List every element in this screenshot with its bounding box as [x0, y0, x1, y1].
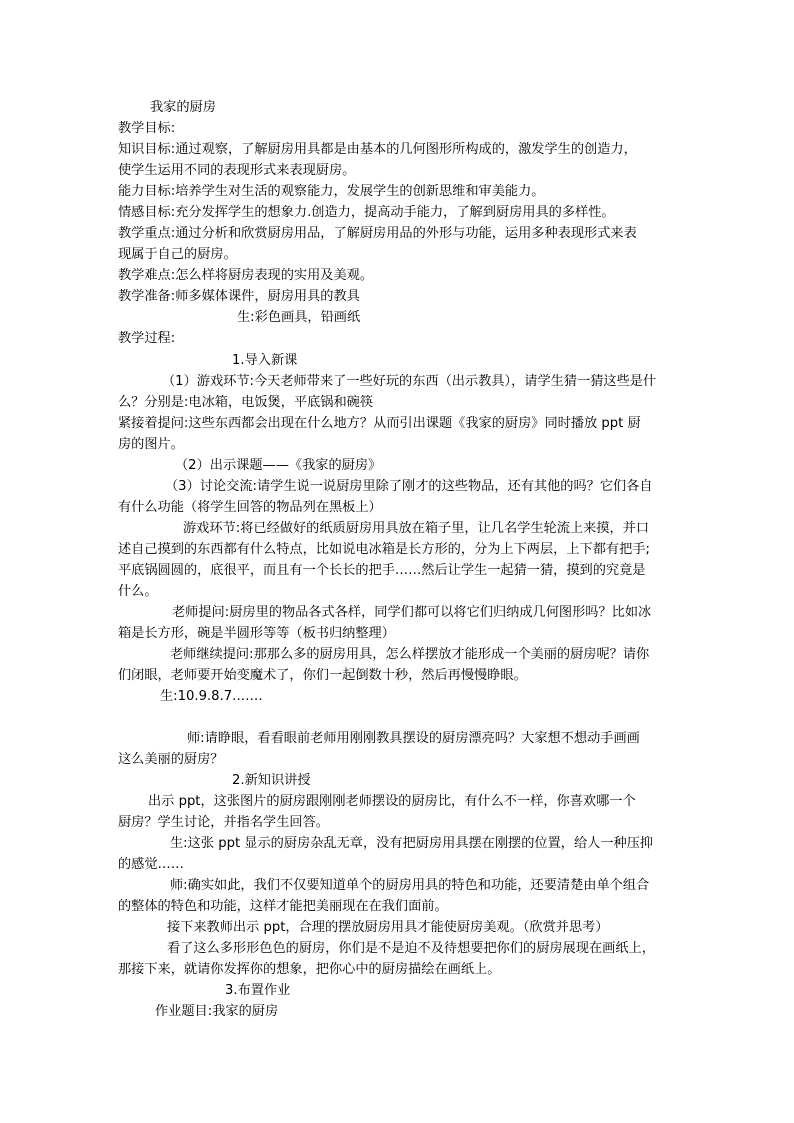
text-line: 能力目标:培养学生对生活的观察能力，发展学生的创新思维和审美能力。: [118, 184, 545, 199]
text-line: 情感目标:充分发挥学生的想象力.创造力，提高动手能力，了解到厨房用具的多样性。: [118, 205, 615, 220]
text-line: 的感觉……: [118, 857, 184, 872]
text-line: 平底锅圆圆的，底很平，而且有一个长长的把手……然后让学生一起猜一猜，摸到的究竟是: [118, 563, 646, 578]
text-line: 们闭眼，老师要开始变魔术了，你们一起倒数十秒，然后再慢慢睁眼。: [118, 668, 527, 683]
text-line: 老师提问:厨房里的物品各式各样，同学们都可以将它们归纳成几何图形吗？比如冰: [172, 605, 652, 620]
text-line: 这么美丽的厨房？: [118, 752, 224, 767]
text-line: 生:彩色画具，铅画纸: [237, 310, 361, 325]
text-line: 看了这么多形形色色的厨房，你们是不是迫不及待想要把你们的厨房展现在画纸上，: [167, 941, 655, 956]
text-line: 师:确实如此，我们不仅要知道单个的厨房用具的特色和功能，还要清楚由单个组合: [170, 878, 650, 893]
text-line: 的整体的特色和功能，这样才能把美丽现在在我们面前。: [118, 899, 448, 914]
text-line: 那接下来，就请你发挥你的想象，把你心中的厨房描绘在画纸上。: [118, 962, 501, 977]
section-heading: 1.导入新课: [232, 353, 298, 368]
text-line: 教学准备:师多媒体课件，厨房用具的教具: [118, 289, 360, 304]
text-line: 现属于自己的厨房。: [118, 247, 237, 262]
text-line: （3）讨论交流:请学生说一说厨房里除了刚才的这些物品，还有其他的吗？它们各自: [165, 479, 653, 494]
text-line: 有什么功能（将学生回答的物品列在黑板上）: [118, 500, 382, 515]
text-line: 使学生运用不同的表现形式来表现厨房。: [118, 163, 356, 178]
text-line: 什么。: [118, 584, 158, 599]
text-line: 房的图片。: [118, 437, 184, 452]
text-line: 厨房？学生讨论，并指名学生回答。: [118, 815, 329, 830]
text-line: 生:这张 ppt 显示的厨房杂乱无章，没有把厨房用具摆在刚摆的位置，给人一种压抑: [170, 836, 654, 851]
text-line: 么？分别是:电冰箱，电饭煲，平底锅和碗筷: [118, 395, 374, 410]
text-line: 生:10.9.8.7.……: [160, 689, 263, 704]
section-heading: 2.新知识讲授: [232, 773, 311, 788]
text-line: 教学重点:通过分析和欣赏厨房用品，了解厨房用品的外形与功能，运用多种表现形式来表: [118, 226, 637, 241]
text-line: 作业题目:我家的厨房: [155, 1004, 279, 1019]
text-line: （1）游戏环节:今天老师带来了一些好玩的东西（出示教具），请学生猜一猜这些是什: [162, 374, 657, 389]
text-line: 教学过程:: [118, 331, 176, 346]
text-line: 紧接着提问:这些东西都会出现在什么地方？从而引出课题《我家的厨房》同时播放 ppt 厨: [118, 416, 641, 431]
text-line: 接下来教师出示 ppt，合理的摆放厨房用具才能使厨房美观。（欣赏并思考）: [167, 920, 609, 935]
text-line: 知识目标:通过观察，了解厨房用具都是由基本的几何图形所构成的，激发学生的创造力，: [118, 142, 637, 157]
text-line: （2）出示课题——《我家的厨房》: [175, 458, 382, 473]
text-line: 老师继续提问:那那么多的厨房用具，怎么样摆放才能形成一个美丽的厨房呢？请你: [170, 647, 650, 662]
text-line: 游戏环节:将已经做好的纸质厨房用具放在箱子里，让几名学生轮流上来摸，并口: [183, 521, 650, 536]
section-heading: 3.布置作业: [225, 983, 291, 998]
text-line: 教学难点:怎么样将厨房表现的实用及美观。: [118, 268, 374, 283]
text-line: 师:请睁眼，看看眼前老师用刚刚教具摆设的厨房漂亮吗？大家想不想动手画画: [187, 731, 640, 746]
text-line: 箱是长方形，碗是半圆形等等（板书归纳整理）: [118, 626, 395, 641]
text-line: 教学目标:: [118, 121, 176, 136]
text-line: 述自己摸到的东西都有什么特点，比如说电冰箱是长方形的，分为上下两层，上下都有把手;: [118, 542, 650, 557]
text-line: 出示 ppt，这张图片的厨房跟刚刚老师摆设的厨房比，有什么不一样，你喜欢哪一个: [148, 794, 636, 809]
document-title: 我家的厨房: [150, 100, 216, 115]
